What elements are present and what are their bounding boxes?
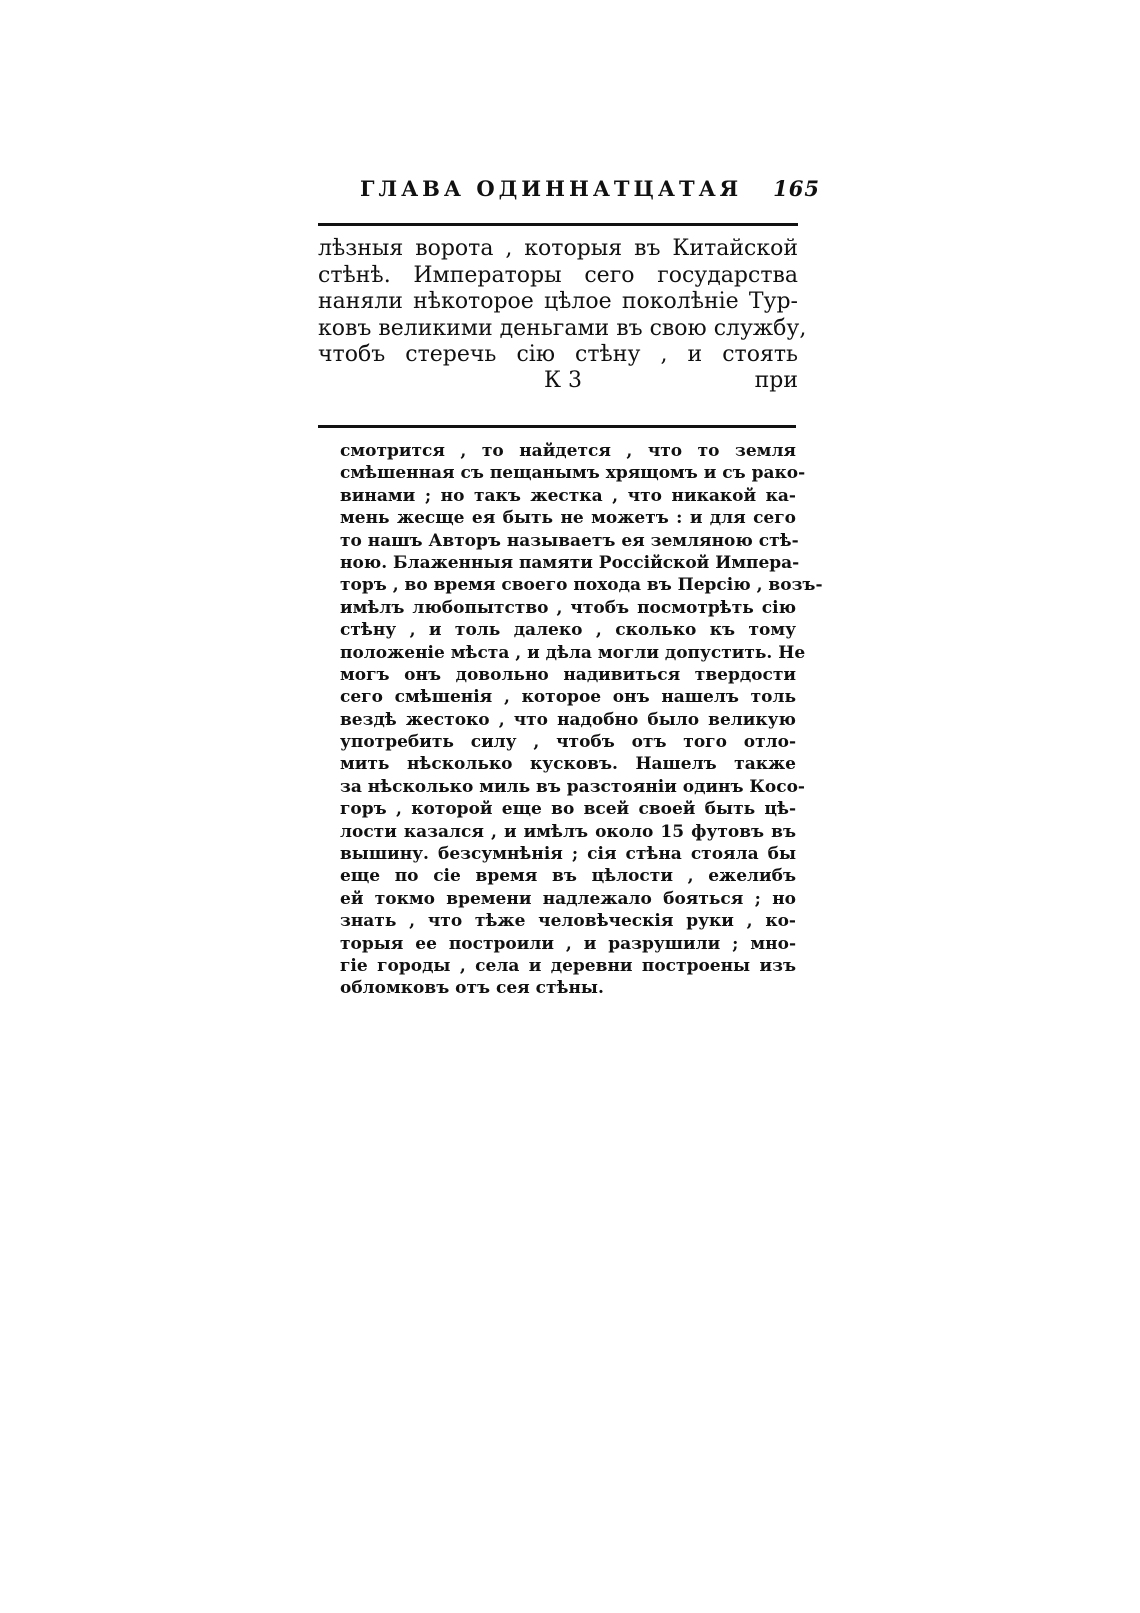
footnote-line: винами ; но такъ жестка , что никакой ка- [340, 485, 796, 506]
main-text-line: наняли нѣкоторое цѣлое поколѣніе Тур- [318, 289, 798, 314]
footnote-line: смотрится , то найдется , что то земля [340, 441, 796, 461]
footnote-rule [318, 425, 796, 428]
footnote-line: сего смѣшенія , которое онъ нашелъ толь [340, 687, 796, 708]
header-rule [318, 223, 798, 226]
main-text-line: стѣнѣ. Императоры сего государства [318, 262, 798, 288]
footnote-line: ною. Блаженныя памяти Россійской Импера- [340, 552, 800, 573]
running-head [360, 176, 820, 206]
footnote-block [340, 440, 823, 1000]
footnote-line: положеніе мѣста , и дѣла могли допустить. Не [340, 642, 806, 663]
footnote-line: вышину. безсумнѣнія ; сія стѣна стояла бы [340, 844, 796, 865]
signature-line [318, 368, 798, 396]
footnote-line: употребить силу , чтобъ отъ того отло- [340, 732, 796, 753]
footnote-line: еще по сіе время въ цѣлости , ежелибъ [340, 866, 796, 887]
main-text-block [318, 236, 807, 369]
footnote-line: то нашъ Авторъ называетъ ея земляною стѣ- [340, 530, 799, 551]
footnote-line: мень жесще ея быть не можетъ : и для сего [340, 508, 796, 529]
footnote-line: торъ , во время своего похода въ Персію , возъ- [340, 575, 823, 596]
footnote-line: горъ , которой еще во всей своей быть цѣ- [340, 799, 796, 820]
footnote-line: имѣлъ любопытство , чтобъ посмотрѣть сію [340, 597, 796, 618]
footnote-line: мить нѣсколько кусковъ. Нашелъ также [340, 754, 796, 775]
page-number: 165 [773, 176, 820, 201]
footnote-line: могъ онъ довольно надивиться твердости [340, 664, 796, 685]
footnote-line: за нѣсколько миль въ разстояніи одинъ Косо- [340, 776, 805, 797]
main-text-line: ковъ великими деньгами въ свою службу, [318, 315, 807, 341]
footnote-line: вездѣ жестоко , что надобно было великую [340, 709, 796, 730]
footnote-line: стѣну , и толь далеко , сколько къ тому [340, 620, 796, 641]
footnote-line: смѣшенная съ пещанымъ хрящомъ и съ рако- [340, 463, 806, 484]
catchword: при [754, 368, 798, 393]
footnote-line: обломковъ отъ сея стѣны. [340, 978, 604, 999]
footnote-line: лости казался , и имѣлъ около 15 футовъ въ [340, 821, 796, 842]
signature-mark: К 3 [544, 368, 583, 393]
footnote-line: ей токмо времени надлежало бояться ; но [340, 888, 796, 909]
main-text-line: лѣзныя ворота , которыя въ Китайской [318, 236, 798, 261]
footnote-line: торыя ее построили , и разрушили ; мно- [340, 933, 796, 954]
footnote-line: гіе городы , села и деревни построены изъ [340, 955, 796, 976]
main-text-line: чтобъ стеречь сію стѣну , и стоять [318, 342, 798, 367]
footnote-line: знать , что тѣже человѣческія руки , ко- [340, 911, 796, 932]
chapter-title: ГЛАВА ОДИННАТЦАТАЯ [360, 176, 743, 201]
